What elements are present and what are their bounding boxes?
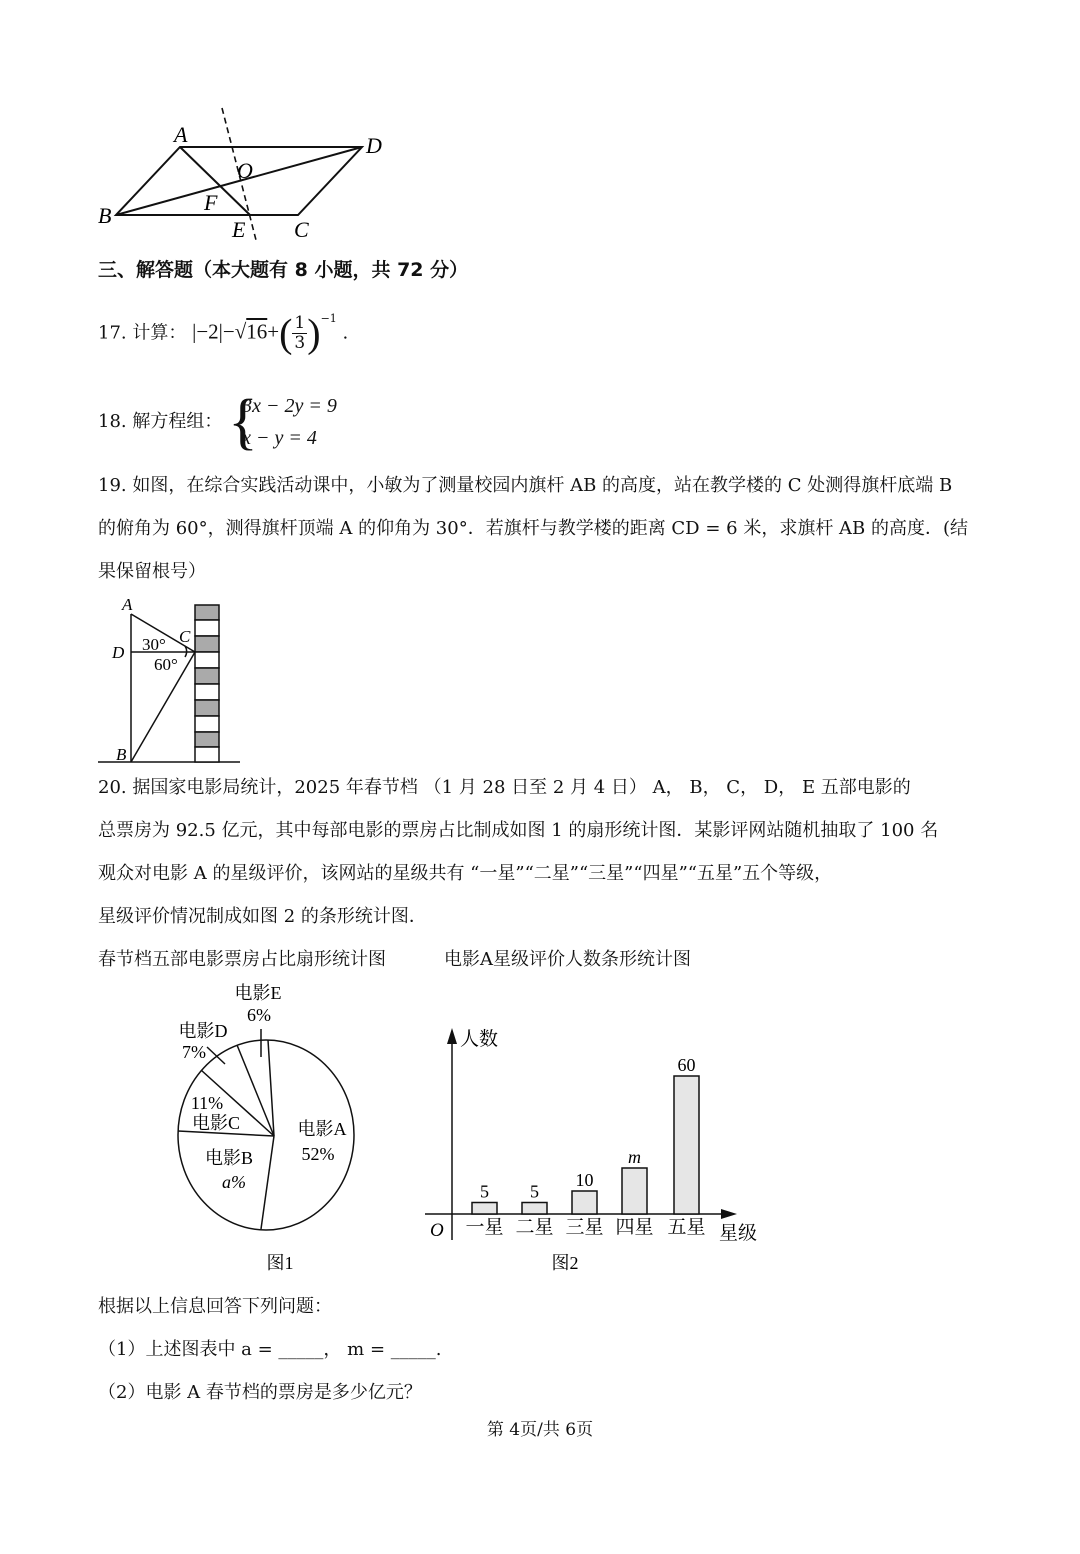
label-C: C	[179, 627, 191, 646]
question-20-instruction: 根据以上信息回答下列问题：	[98, 1296, 332, 1317]
parallelogram-labels	[98, 122, 382, 242]
pie-chart-title: 春节档五部电影票房占比扇形统计图	[98, 949, 386, 970]
bar-value-label: 60	[677, 1055, 696, 1075]
question-18: 18. 解方程组： { 3x − 2y = 9 x − y = 4	[98, 388, 337, 456]
x-tick-label: 五星	[667, 1217, 706, 1238]
question-20-line-1: 20. 据国家电影局统计，2025 年春节档 （1 月 28 日至 2 月 4 日） A， B， C， D， E 五部电影的	[98, 777, 911, 798]
question-20-part-2: （2）电影 A 春节档的票房是多少亿元？	[98, 1382, 422, 1403]
y-axis-label: 人数	[460, 1029, 499, 1050]
label-B: B	[98, 203, 112, 228]
bar-chart	[425, 1028, 757, 1273]
x-tick-label: 三星	[565, 1217, 604, 1238]
question-20-part-1: （1）上述图表中 a = _____， m = _____.	[98, 1339, 442, 1360]
fraction: $\frac{1}{3}$	[294, 313, 306, 353]
bar-value-label: 10	[575, 1170, 594, 1190]
question-prefix: 计算：	[132, 322, 187, 344]
angle-60: 60°	[154, 655, 178, 674]
bar-chart-title: 电影A星级评价人数条形统计图	[444, 949, 691, 970]
pie-label-D-name: 电影D	[178, 1021, 228, 1041]
x-tick-label: 二星	[515, 1217, 554, 1238]
x-axis-arrow	[721, 1209, 737, 1219]
question-19-line-3: 果保留根号）	[98, 561, 206, 582]
pie-label-E-value: 6%	[247, 1005, 271, 1025]
label-F: F	[204, 190, 218, 215]
bar-value-label: 5	[480, 1181, 489, 1202]
bar-value-label: m	[628, 1147, 641, 1167]
x-axis-label: 星级	[719, 1223, 758, 1244]
question-20-line-4: 星级评价情况制成如图 2 的条形统计图．	[98, 906, 427, 927]
pie-caption: 图1	[266, 1253, 294, 1273]
label-D: D	[366, 133, 382, 158]
bar-一星	[472, 1203, 497, 1215]
x-tick-label: 一星	[465, 1217, 504, 1238]
bar-二星	[522, 1203, 547, 1215]
pie-slice-boundary-B-A	[261, 1136, 274, 1229]
page-footer: 第 4页/共 6页	[486, 1420, 594, 1440]
pie-label-D-value: 7%	[182, 1042, 206, 1062]
bar-四星	[622, 1168, 647, 1214]
flagpole-figure	[98, 605, 240, 762]
bar-value-label: 5	[530, 1181, 539, 1202]
pie-label-E-name: 电影E	[234, 983, 282, 1003]
y-axis-arrow	[447, 1028, 457, 1044]
question-19-line-1: 19. 如图，在综合实践活动课中，小敏为了测量校园内旗杆 AB 的高度，站在教学楼的 C 处测得旗杆底端 B	[98, 475, 953, 496]
pie-label-A-name: 电影A	[297, 1119, 347, 1139]
question-17: 17. 计算： |−2|−√16+( $\frac{1}{3}$ )$^{-1}$ .	[98, 310, 349, 356]
label-A: A	[122, 595, 133, 614]
label-B: B	[116, 745, 127, 764]
label-C: C	[294, 217, 309, 242]
question-number: 17.	[98, 322, 127, 344]
label-O: O	[237, 158, 253, 183]
section-heading: 三、解答题（本大题有 8 小题，共 72 分）	[98, 259, 469, 281]
abs-value: |−2|	[192, 319, 223, 344]
pie-label-A-value: 52%	[301, 1144, 335, 1164]
bar-caption: 图2	[551, 1253, 579, 1273]
sqrt: √16	[234, 319, 268, 344]
label-D: D	[112, 643, 125, 662]
bar-三星	[572, 1191, 597, 1214]
question-20-line-3: 观众对电影 A 的星级评价，该网站的星级共有 “一星”“二星”“三星”“四星”“五星”五个等级，	[98, 863, 833, 884]
pie-label-C-name: 电影C	[191, 1113, 241, 1133]
label-A: A	[174, 122, 188, 147]
x-tick-label: 四星	[615, 1217, 654, 1238]
label-E: E	[232, 217, 246, 242]
origin-label: O	[430, 1220, 444, 1241]
equation-system: { 3x − 2y = 9 x − y = 4	[228, 388, 337, 456]
angle-30: 30°	[142, 635, 166, 654]
question-19-line-2: 的俯角为 60°，测得旗杆顶端 A 的仰角为 30°．若旗杆与教学楼的距离 CD = 6 米，求旗杆 AB 的高度．(结	[98, 518, 969, 539]
building	[195, 605, 219, 762]
pie-label-C-value: 11%	[190, 1093, 224, 1113]
pie-label-B-name: 电影B	[204, 1148, 254, 1168]
bar-五星	[674, 1076, 699, 1214]
pie-label-B-value: a%	[222, 1172, 246, 1192]
question-20-line-2: 总票房为 92.5 亿元，其中每部电影的票房占比制成如图 1 的扇形统计图．某影评网站随机抽取了 100 名	[98, 820, 939, 841]
